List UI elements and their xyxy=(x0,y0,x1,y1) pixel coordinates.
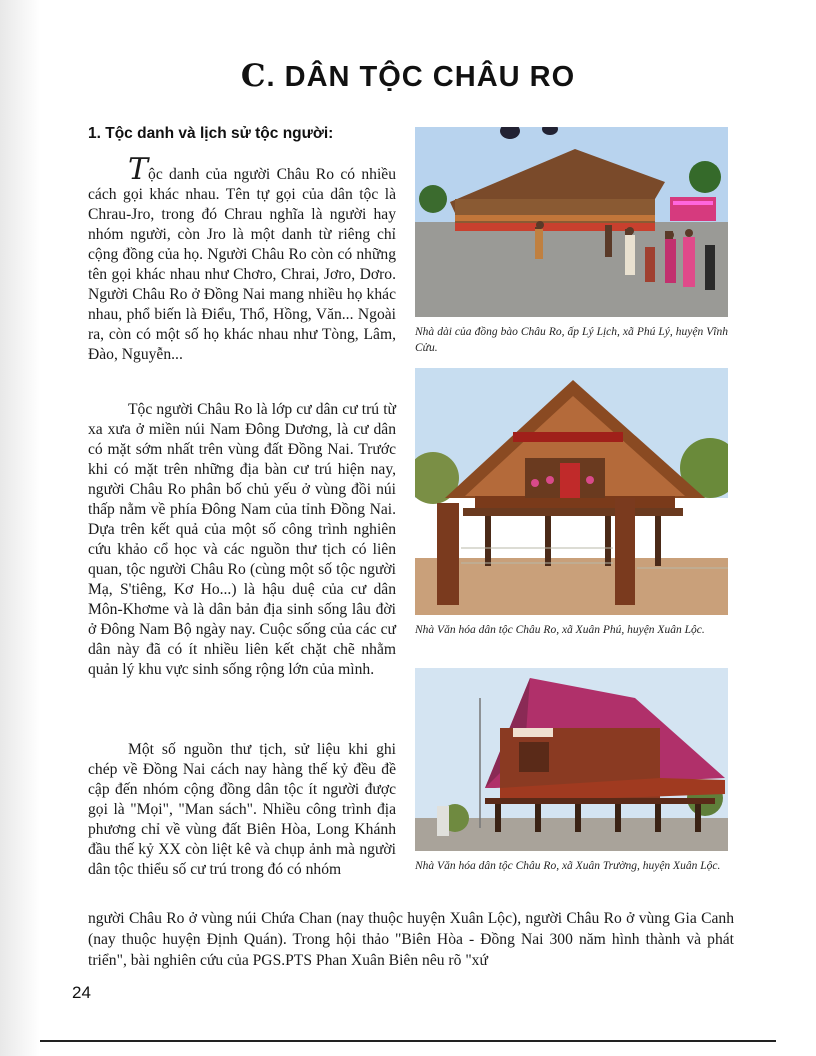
photo-2-caption: Nhà Văn hóa dân tộc Châu Ro, xã Xuân Phú, huyện Xuân Lộc. xyxy=(415,624,705,636)
paragraph-2-text: Tộc người Châu Ro là lớp cư dân cư trú từ xa xưa ở miền núi Nam Đông Dương, là cư dân có mặt sớm nhất trên vùng đất Đồng Nai. Trước khi có mặt trên những địa bàn cư trú hiện nay, người Châu Ro phân bố chủ yếu ở vùng đồi núi thấp nằm về phía Đông Nam của tỉnh Đồng Nai. Dựa trên kết quả của một số công trình nghiên cứu khảo cổ học và các nguồn thư tịch có liên quan, tộc người Châu Ro (cùng một số tộc người Mạ, S'tiêng, Kơ Ho...) là hậu duệ của cư dân Môn-Khơme và là dân bản địa sinh sống lâu đời ở Đông Nam Bộ ngày nay. Cuộc sống của các cư dân này đã có ít nhiều liên kết chặt chẽ nhằm quản lý khu vực sinh sống rộng lớn của mình. xyxy=(88,401,396,678)
decorative-initial: T xyxy=(128,152,149,187)
photo-1-caption: Nhà dài của đồng bào Châu Ro, ấp Lý Lịch, xã Phú Lý, huyện Vĩnh Cửu. xyxy=(415,326,728,354)
photo-cultural-house-xuan-phu xyxy=(415,368,728,615)
title-text: . DÂN TỘC CHÂU RO xyxy=(266,61,576,93)
paragraph-1-text: ộc danh của người Châu Ro có nhiều cách gọi khác nhau. Tên tự gọi của dân tộc là Chrau-Jro, trong đó Chrau nghĩa là người hay nhóm người, còn Jro là một danh từ riêng chỉ cộng đồng của họ. Người Châu Ro còn có những tên gọi khác nhau như Chơro, Chrai, Jơro, Dơro. Người Châu Ro ở Đồng Nai mang nhiều họ khác nhau, phổ biến là Điểu, Thổ, Hồng, Văn... Ngoài ra, còn có một số họ khác nhau như Tòng, Lâm, Đào, Nguyễn... xyxy=(88,166,396,363)
page-title xyxy=(0,58,816,94)
photo-3-caption: Nhà Văn hóa dân tộc Châu Ro, xã Xuân Trường, huyện Xuân Lộc. xyxy=(415,860,721,872)
title-dropcap: C xyxy=(240,58,267,94)
paragraph-3 xyxy=(88,740,396,880)
paragraph-1 xyxy=(88,152,396,365)
page-number: 24 xyxy=(72,983,91,1002)
paragraph-3-text: Một số nguồn thư tịch, sử liệu khi ghi chép về Đồng Nai cách nay hàng thế kỷ đều đề cập đến nhóm cộng đồng dân tộc ít người được gọi là "Mọi", "Man sách". Nhiều công trình địa phương chỉ về vùng đất Biên Hòa, Long Khánh đầu thế kỷ XX còn liệt kê và chụp ảnh mà người dân tộc thiểu số cư trú trong đó có nhóm xyxy=(88,741,396,878)
photo-cultural-house-xuan-truong xyxy=(415,668,728,851)
paragraph-full-width xyxy=(88,908,734,971)
scan-edge-shadow xyxy=(0,0,40,1056)
section-heading: 1. Tộc danh và lịch sử tộc người: xyxy=(88,125,334,142)
photo-long-house xyxy=(415,127,728,317)
paragraph-full-width-text: người Châu Ro ở vùng núi Chứa Chan (nay thuộc huyện Xuân Lộc), người Châu Ro ở vùng Gia Canh (nay thuộc huyện Định Quán). Trong hội thảo "Biên Hòa - Đồng Nai 300 năm hình thành và phát triển", bài nghiên cứu của PGS.PTS Phan Xuân Biên nêu rõ "xứ xyxy=(88,910,734,969)
bottom-rule xyxy=(40,1040,776,1042)
paragraph-2 xyxy=(88,400,396,680)
